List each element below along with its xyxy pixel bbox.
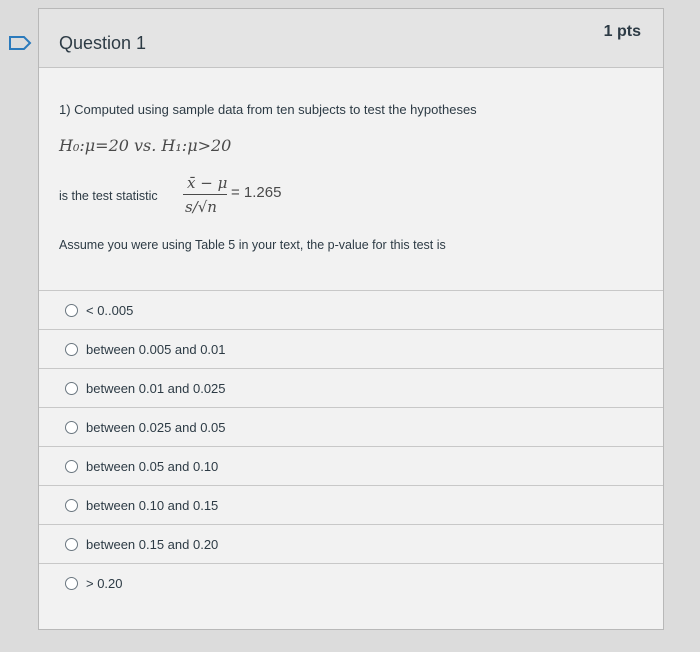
radio-button[interactable] <box>65 421 78 434</box>
test-statistic-value: = 1.265 <box>231 184 282 201</box>
radio-button[interactable] <box>65 538 78 551</box>
answer-options <box>39 290 663 602</box>
radio-button[interactable] <box>65 577 78 590</box>
answer-label: < 0..005 <box>86 302 134 318</box>
answer-option[interactable] <box>39 368 663 407</box>
formula-numerator: x̄ − μ <box>187 174 228 192</box>
radio-button[interactable] <box>65 304 78 317</box>
answer-label: between 0.01 and 0.025 <box>86 380 226 396</box>
answer-label: between 0.10 and 0.15 <box>86 497 219 513</box>
answer-label: > 0.20 <box>86 575 123 591</box>
answer-option[interactable] <box>39 563 663 602</box>
question-header <box>39 9 663 68</box>
formula-denominator: s/√n <box>185 198 217 216</box>
answer-label: between 0.025 and 0.05 <box>86 419 226 435</box>
radio-button[interactable] <box>65 499 78 512</box>
question-prompt: Assume you were using Table 5 in your text, the p-value for this test is <box>59 238 446 252</box>
answer-label: between 0.05 and 0.10 <box>86 458 219 474</box>
unanswered-flag-icon <box>8 35 34 51</box>
answer-option[interactable] <box>39 446 663 485</box>
radio-button[interactable] <box>65 382 78 395</box>
radio-button[interactable] <box>65 460 78 473</box>
question-card <box>38 8 664 630</box>
answer-label: between 0.15 and 0.20 <box>86 536 219 552</box>
question-points: 1 pts <box>603 23 641 40</box>
question-title: Question 1 <box>59 33 147 53</box>
question-text: 1) Computed using sample data from ten subjects to test the hypotheses <box>59 102 477 117</box>
answer-option[interactable] <box>39 329 663 368</box>
hypotheses: H₀:μ=20 vs. H₁:μ>20 <box>59 136 232 155</box>
test-statistic-label: is the test statistic <box>59 189 158 203</box>
answer-option[interactable] <box>39 524 663 563</box>
radio-button[interactable] <box>65 343 78 356</box>
answer-option[interactable] <box>39 485 663 524</box>
answer-label: between 0.005 and 0.01 <box>86 341 226 357</box>
test-statistic-formula <box>179 172 329 232</box>
answer-option[interactable] <box>39 407 663 446</box>
answer-option[interactable] <box>39 290 663 329</box>
fraction-bar <box>183 194 227 195</box>
